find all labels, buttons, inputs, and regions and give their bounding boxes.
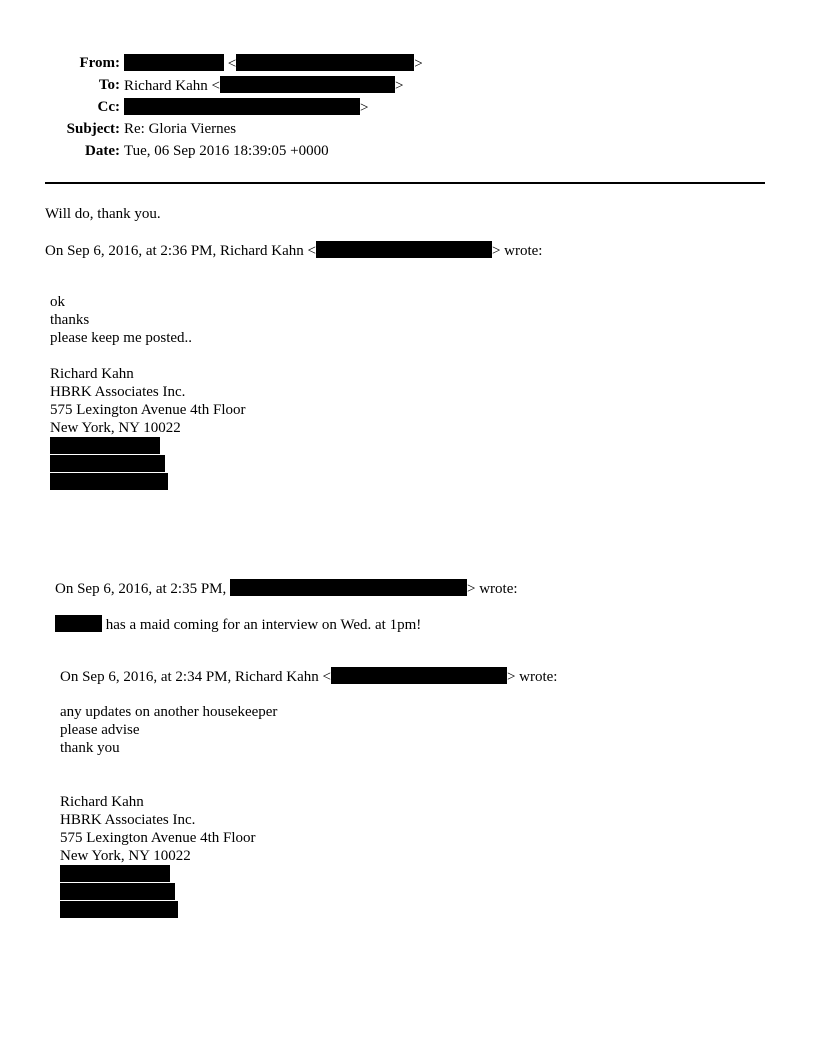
cc-close-bracket: >: [360, 100, 369, 116]
signature-address: 575 Lexington Avenue 4th Floor: [60, 830, 256, 846]
to-label: To:: [98, 77, 120, 93]
cc-value: [124, 98, 368, 117]
signature-name: Richard Kahn: [60, 794, 144, 810]
subject-label: Subject:: [66, 121, 120, 137]
message-2-text: has a maid coming for an interview on Wed. at 1pm!: [105, 617, 422, 633]
reply-text: Will do, thank you.: [45, 206, 161, 222]
header-divider: [45, 182, 765, 184]
to-name: Richard Kahn <: [124, 78, 220, 94]
quote-header-1-suffix: > wrote:: [491, 243, 543, 259]
redaction-box: [230, 579, 467, 596]
quote-header-3-prefix: On Sep 6, 2016, at 2:34 PM, Richard Kahn <: [60, 669, 331, 685]
to-value: [124, 76, 403, 95]
redaction-box: [60, 865, 170, 882]
redaction-box: [55, 615, 102, 632]
redaction-box: [50, 455, 165, 472]
message-line: please keep me posted..: [50, 330, 193, 346]
quote-header-3-suffix: > wrote:: [506, 669, 558, 685]
redaction-box: [316, 241, 492, 258]
signature-name: Richard Kahn: [50, 366, 134, 382]
from-value: [124, 54, 423, 73]
signature-1: [50, 365, 246, 491]
message-1: [50, 293, 192, 347]
signature-city: New York, NY 10022: [60, 848, 191, 864]
quote-header-3: [60, 667, 557, 686]
redaction-box: [124, 54, 224, 71]
signature-city: New York, NY 10022: [50, 420, 181, 436]
date-value: Tue, 06 Sep 2016 18:39:05 +0000: [124, 143, 329, 159]
signature-2: [60, 793, 256, 919]
signature-address: 575 Lexington Avenue 4th Floor: [50, 402, 246, 418]
quote-header-2-suffix: > wrote:: [467, 581, 518, 597]
message-line: please advise: [60, 722, 140, 738]
cc-label: Cc:: [97, 99, 120, 115]
quote-header-1: [45, 241, 542, 260]
redaction-box: [124, 98, 360, 115]
from-close-bracket: >: [414, 56, 423, 72]
from-open-bracket: <: [227, 56, 237, 72]
message-line: thank you: [60, 740, 120, 756]
redaction-box: [331, 667, 507, 684]
to-close-bracket: >: [394, 78, 404, 94]
message-3: [60, 703, 277, 757]
redaction-box: [60, 901, 178, 918]
redaction-box: [50, 437, 160, 454]
redaction-box: [236, 54, 414, 71]
quote-header-1-prefix: On Sep 6, 2016, at 2:36 PM, Richard Kahn <: [45, 243, 316, 259]
redaction-box: [50, 473, 168, 490]
message-line: thanks: [50, 312, 90, 328]
redaction-box: [60, 883, 175, 900]
date-label: Date:: [85, 143, 120, 159]
redaction-box: [220, 76, 395, 93]
signature-company: HBRK Associates Inc.: [50, 384, 186, 400]
quote-header-2-prefix: On Sep 6, 2016, at 2:35 PM,: [55, 581, 227, 597]
subject-value: Re: Gloria Viernes: [124, 121, 237, 137]
quote-header-2: [55, 579, 518, 598]
from-label: From:: [79, 55, 120, 71]
message-line: any updates on another housekeeper: [60, 704, 278, 720]
signature-company: HBRK Associates Inc.: [60, 812, 196, 828]
message-2: [55, 615, 421, 634]
message-line: ok: [50, 294, 65, 310]
